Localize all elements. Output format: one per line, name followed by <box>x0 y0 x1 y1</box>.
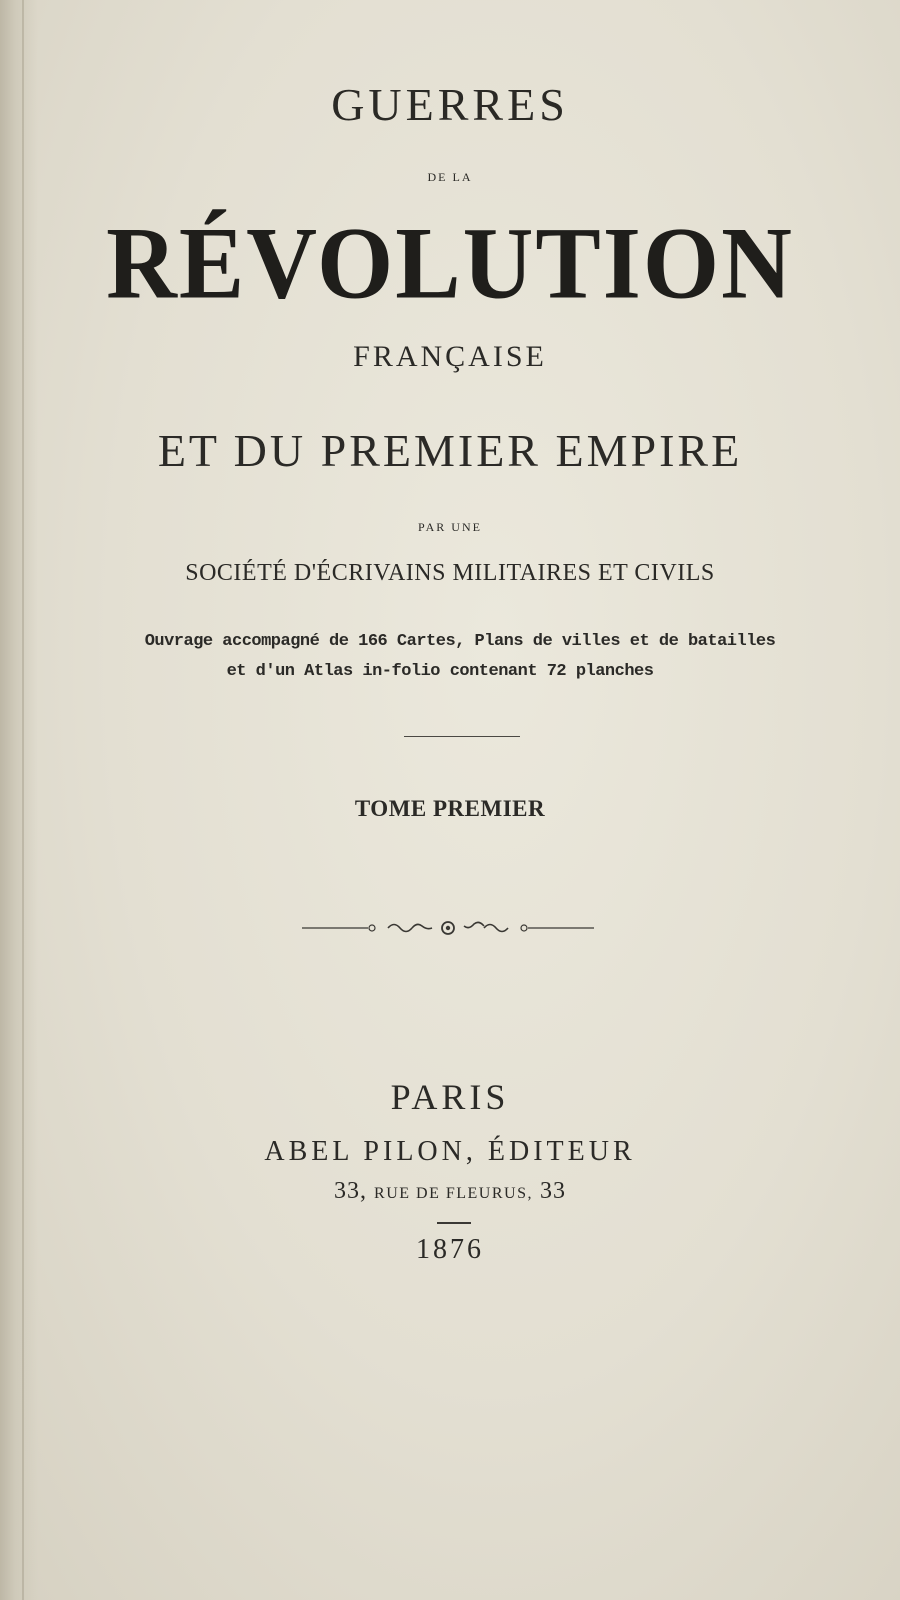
description-line-2: et d'un Atlas in-folio contenant 72 planches <box>226 662 654 681</box>
address-street: RUE DE FLEURUS, <box>374 1185 533 1202</box>
address-number-end: 33 <box>539 1178 566 1204</box>
description-line-1: Ouvrage accompagné de 166 Cartes, Plans de villes et de batailles <box>144 632 776 651</box>
title-de-la: DE LA <box>427 170 473 184</box>
title-premier-empire: ET DU PREMIER EMPIRE <box>157 425 743 476</box>
title-revolution: RÉVOLUTION <box>106 207 794 321</box>
title-guerres: GUERRES <box>331 79 569 130</box>
fleuron-ornament-icon <box>0 916 900 940</box>
address-number-start: 33, <box>334 1178 368 1204</box>
byline-societe: SOCIÉTÉ D'ÉCRIVAINS MILITAIRES ET CIVILS <box>185 560 715 586</box>
imprint-city: PARIS <box>390 1077 510 1117</box>
imprint-rule <box>437 1222 471 1224</box>
title-francaise: FRANÇAISE <box>353 340 547 373</box>
imprint-publisher: ABEL PILON, ÉDITEUR <box>264 1136 636 1167</box>
byline-par-une: PAR UNE <box>418 520 482 534</box>
divider-rule <box>404 736 520 737</box>
imprint-year: 1876 <box>416 1234 484 1265</box>
volume-label: TOME PREMIER <box>354 796 546 821</box>
imprint-address <box>0 1178 900 1205</box>
